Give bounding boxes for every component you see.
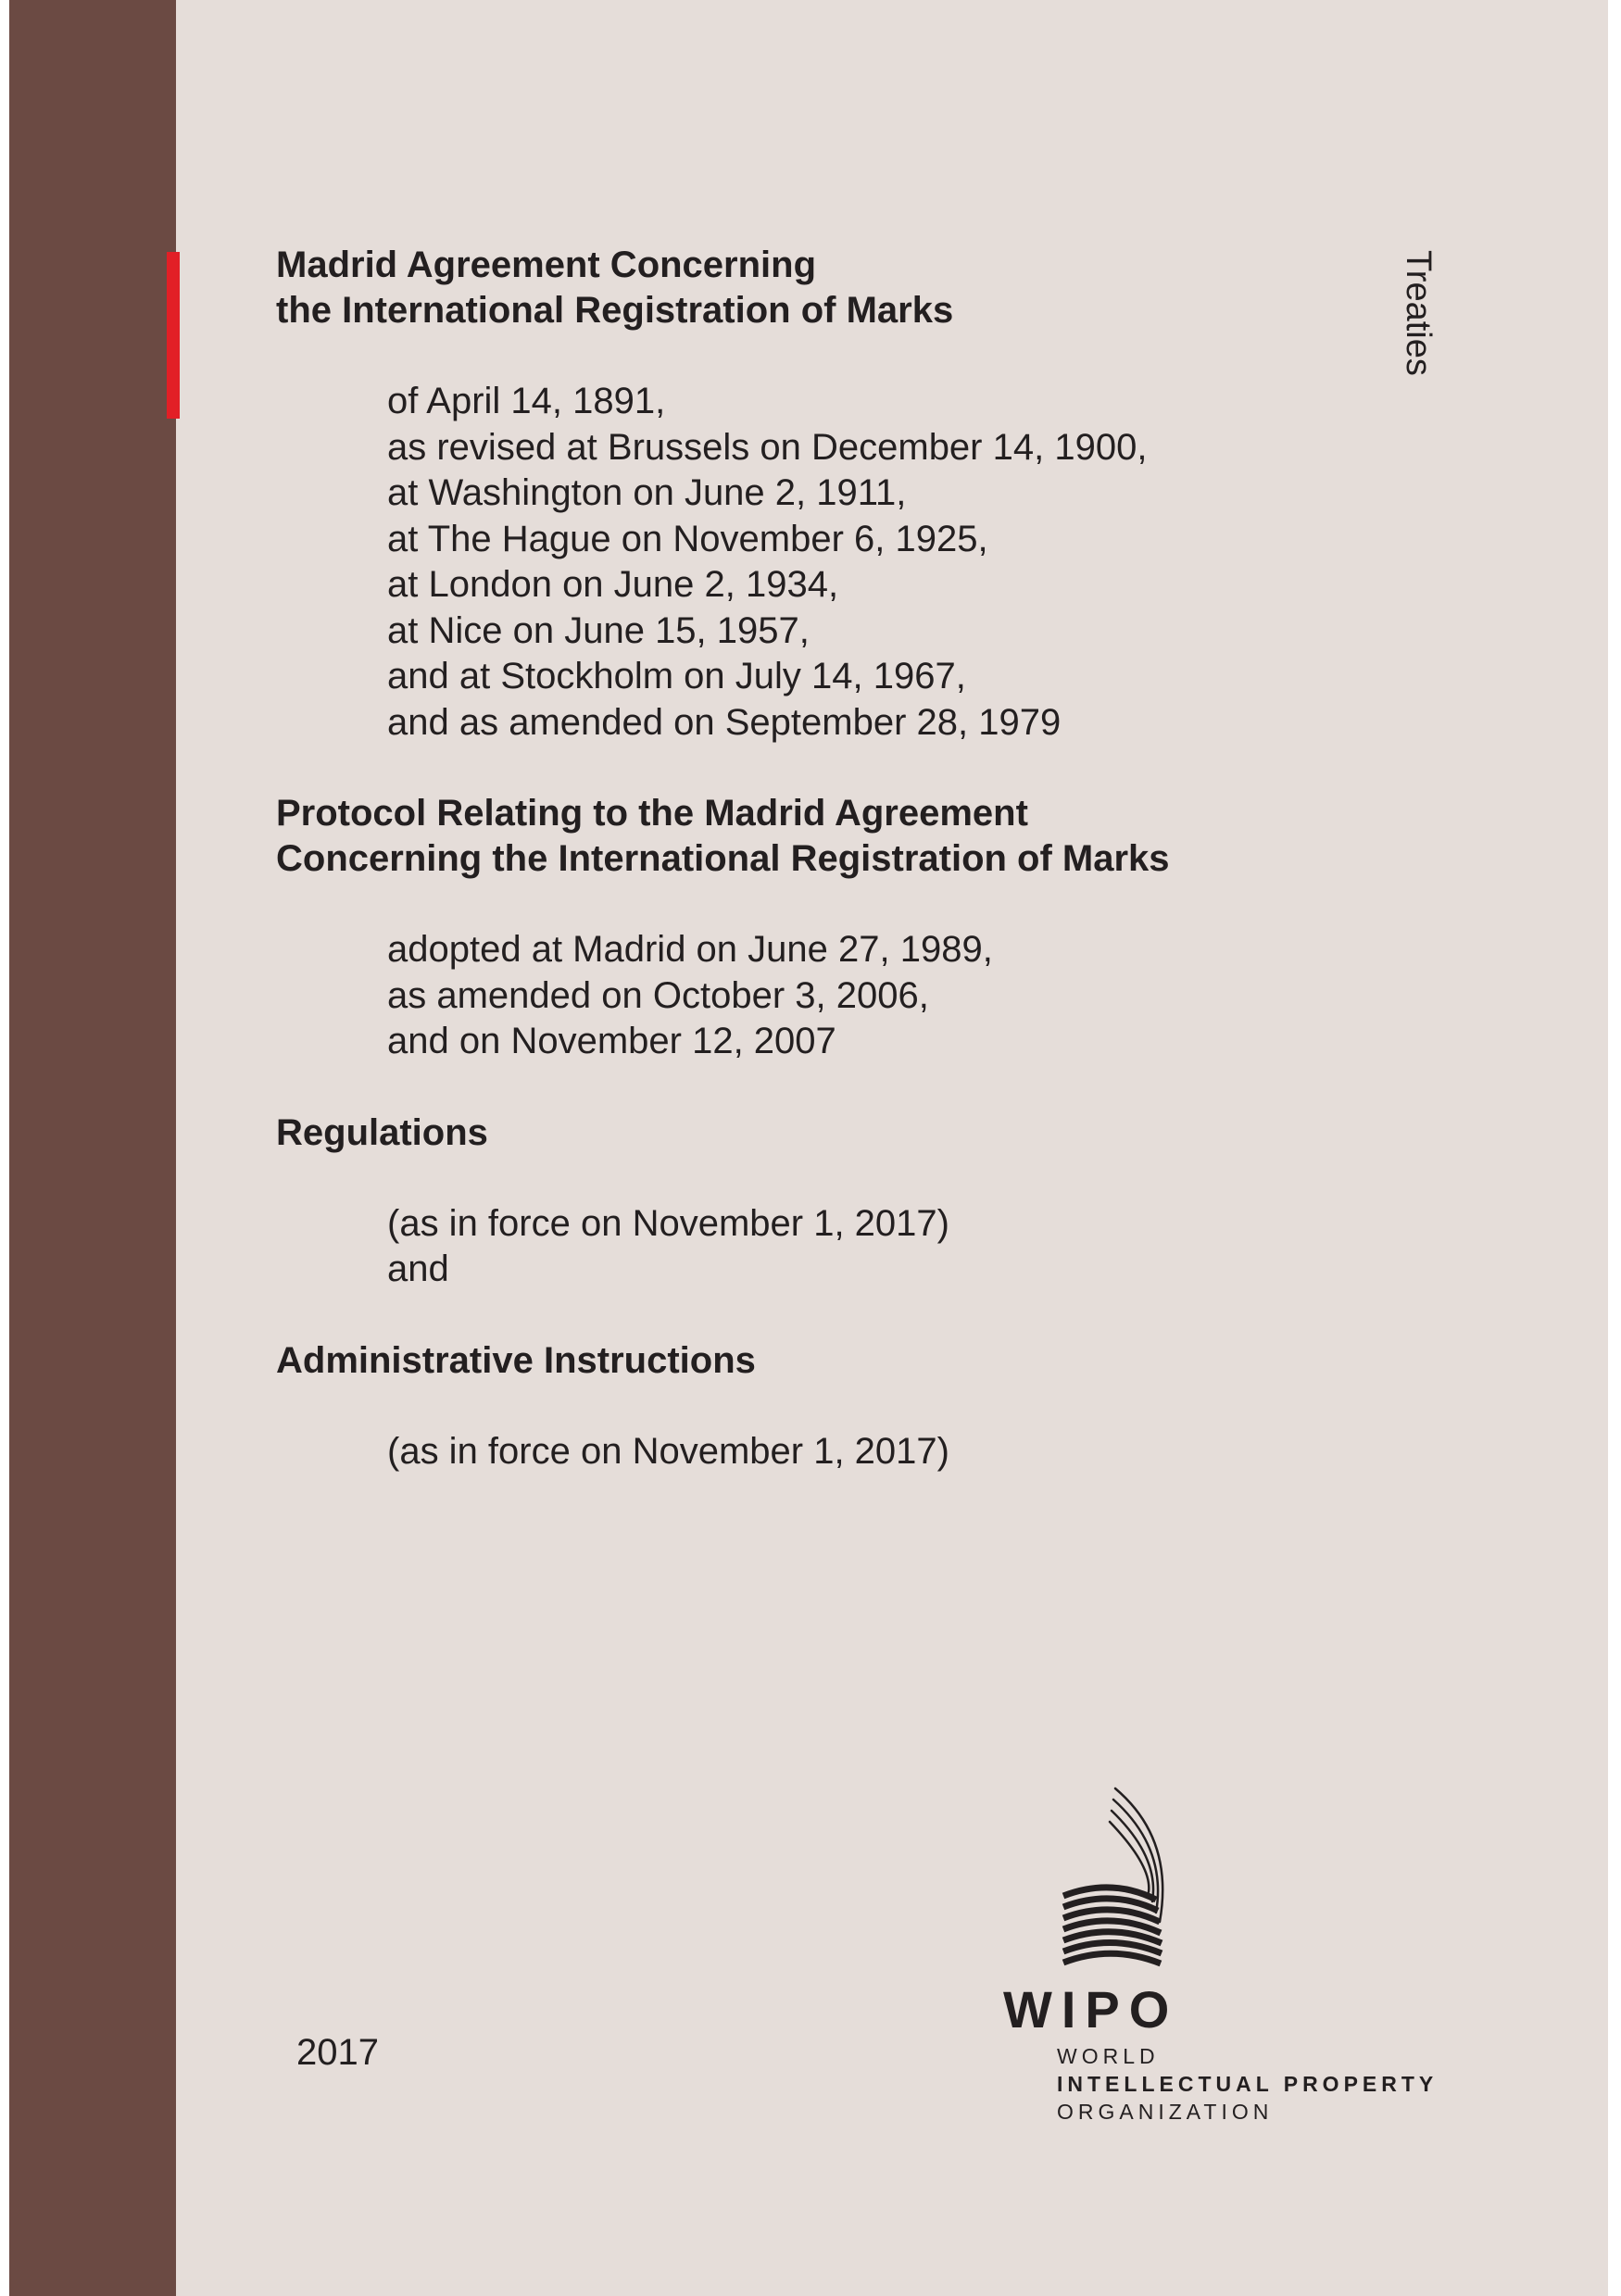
page-edge xyxy=(1608,0,1621,2296)
section-title: Regulations xyxy=(276,1111,488,1153)
wipo-globe-icon xyxy=(1056,1783,1176,1977)
logo-acronym: WIPO xyxy=(1003,1980,1179,2039)
section-title: Administrative Instructions xyxy=(276,1339,756,1381)
series-label: Treaties xyxy=(1399,250,1438,376)
section-dates: (as in force on November 1, 2017) and xyxy=(387,1202,949,1289)
wipo-logo xyxy=(996,1783,1477,2126)
section-regulations xyxy=(276,1110,1388,1293)
logo-name-line: ORGANIZATION xyxy=(1057,2100,1274,2124)
document-contents xyxy=(276,243,1388,1520)
section-protocol xyxy=(276,791,1388,1065)
publication-year: 2017 xyxy=(296,2032,379,2073)
section-administrative-instructions xyxy=(276,1338,1388,1475)
section-dates: adopted at Madrid on June 27, 1989, as amended on October 3, 2006, and on November 12, 2007 xyxy=(387,929,993,1061)
section-madrid-agreement xyxy=(276,243,1388,746)
logo-name-line: INTELLECTUAL PROPERTY xyxy=(1057,2072,1439,2096)
section-title: Protocol Relating to the Madrid Agreement Concerning the International Registration of Marks xyxy=(276,793,1170,879)
section-dates: (as in force on November 1, 2017) xyxy=(387,1430,949,1472)
section-title: Madrid Agreement Concerning the International Registration of Marks xyxy=(276,245,954,331)
section-dates: of April 14, 1891, as revised at Brussels on December 14, 1900, at Washington on June 2, 1911, at The Hague on November 6, 1925, at London on June 2, 1934, at Nice on June 15, 1957, and at Stockholm on July 14, 1967, and as amended on September 28, 1979 xyxy=(387,381,1148,743)
logo-name-line: WORLD xyxy=(1057,2044,1160,2068)
cover-spine xyxy=(9,0,176,2296)
accent-bar xyxy=(167,252,180,419)
